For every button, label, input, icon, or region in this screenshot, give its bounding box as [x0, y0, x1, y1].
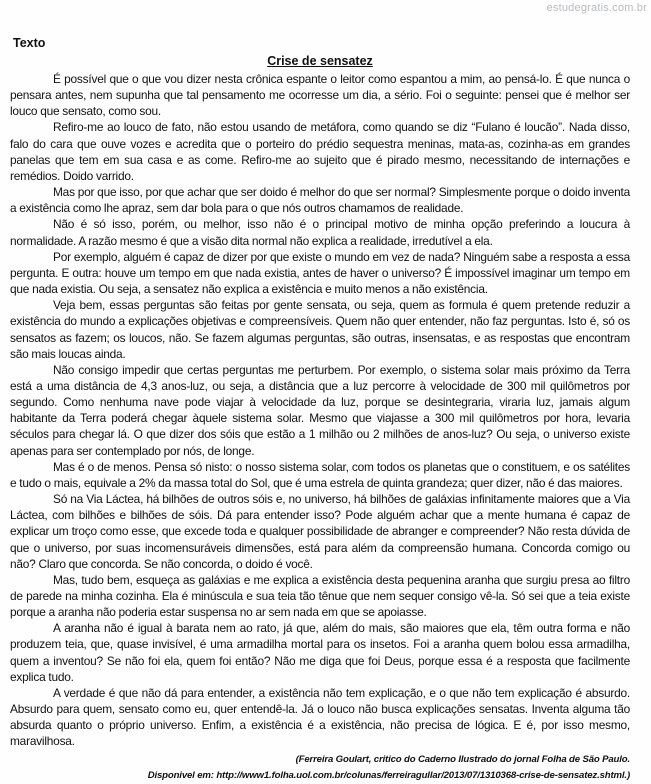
paragraph: Mas por que isso, por que achar que ser doido é melhor do que ser normal? Simplesmente porque o doido inventa a existência como lhe apraz, sem dar bola para o que nós outros chamamos de realidade. — [10, 185, 630, 216]
document-title: Crise de sensatez — [267, 54, 373, 68]
citation-author: (Ferreira Goulart, critico do Caderno Ilustrado do jornal Folha de São Paulo. — [295, 753, 630, 765]
paragraph: Mas, tudo bem, esqueça as galáxias e me explica a existência desta pequenina aranha que surgiu presa ao filtro de parede na minha cozinha. Ela é minúscula e sua teia tão tênue que nem sequer consigo vê-la. Só sei que a teia existe porque a aranha não poderia estar suspensa no ar sem nada em que se apoiasse. — [10, 572, 630, 620]
paragraph: É possível que o que vou dizer nesta crônica espante o leitor como espantou a mim, ao pensá-lo. É que nunca o pensara antes, nem supunha que tal pensamento me ocorresse um dia, a sério. Foi o seguinte: pensei que é melhor ser louco que sensato, como sou. — [10, 72, 630, 119]
watermark: estudegratis.com.br — [546, 2, 647, 14]
section-label: Texto — [13, 36, 46, 50]
paragraph: Não é só isso, porém, ou melhor, isso não é o principal motivo de minha opção preferindo a loucura à normalidade. A razão mesmo é que a visão dita normal não explica a realidade, irredutível a ela. — [10, 217, 630, 248]
paragraph: Só na Via Láctea, há bilhões de outros sóis e, no universo, há bilhões de galáxias infinitamente maiores que a Via Láctea, com bilhões e bilhões de sóis. Dá para entender isso? Pode alguém achar que a mente humana é capaz de explicar um troço como esse, que excede toda e qualquer possibilidade de abranger e compreender? Não resta dúvida de que o universo, por suas incomensuráveis dimensões, está para além da compreensão humana. Concorda comigo ou não? Claro que concorda. Se não concorda, o doido é você. — [10, 492, 630, 571]
document — [10, 35, 630, 784]
paragraph: A aranha não é igual à barata nem ao rato, já que, além do mais, são maiores que ela, têm outra forma e não produzem teia, que, quase invisível, é uma armadilha mortal para os insetos. Foi a aranha quem bolou essa armadilha, quem a inventou? Se não foi ela, quem foi então? Não me diga que foi Deus, porque essa é a resposta que facilmente explica tudo. — [10, 621, 630, 684]
paragraph: Refiro-me ao louco de fato, não estou usando de metáfora, como quando se diz “Fulano é loucão”. Nada disso, falo do cara que ouve vozes e acredita que o porteiro do prédio sequestra meninas, mata-as, cozinha-as em grandes panelas que tem em sua casa e as come. Refiro-me ao sujeito que é pirado mesmo, necessitando de internações e remédios. Doido varrido. — [10, 120, 630, 183]
paragraph: Veja bem, essas perguntas são feitas por gente sensata, ou seja, quem as formula é quem pretende reduzir a existência do mundo a explicações objetivas e compreensíveis. Quem não quer entender, não faz perguntas. Isto é, só os sensatos as fazem; os loucos, não. Se fazem algumas perguntas, são outras, insensatas, e as respostas que encontram são mais loucas ainda. — [10, 298, 630, 361]
paragraph: Por exemplo, alguém é capaz de dizer por que existe o mundo em vez de nada? Ninguém sabe a resposta a essa pergunta. E outra: houve um tempo em que nada existia, antes de haver o universo? É impossível imaginar um tempo em que nada existia. Ou seja, a sensatez não explica a existência e muito menos a não existência. — [10, 249, 630, 297]
citation-source: Disponivel em: http://www1.folha.uol.com.br/colunas/ferreiragullar/2013/07/1310368-crise-de-sensatez.shtml.) — [147, 769, 630, 781]
paragraph: A verdade é que não dá para entender, a existência não tem explicação, e o que não tem explicação é absurdo. Absurdo para quem, sensato como eu, quer entendê-la. Já o louco não busca explicações sensatas. Inventa alguma tão absurda quanto o próprio universo. Enfim, a existência é a existência, não precisa de lógica. E é, por isso mesmo, maravilhosa. — [10, 685, 630, 749]
citation — [10, 752, 630, 784]
paragraph: Não consigo impedir que certas perguntas me perturbem. Por exemplo, o sistema solar mais próximo da Terra está a uma distância de 4,3 anos-luz, ou seja, a distância que a luz percorre à velocidade de 300 mil quilômetros por segundo. Como nenhuma nave pode viajar à velocidade da luz, porque se desintegraria, viraria luz, jamais algum habitante da Terra poderá chegar àquele sistema solar. Mesmo que viajasse a 300 mil quilômetros por hora, levaria séculos para chegar lá. O que dizer dos sóis que estão a 1 milhão ou 2 milhões de anos-luz? Ou seja, o universo existe apenas para ser contemplado por nós, de longe. — [10, 362, 630, 458]
paragraph: Mas é o de menos. Pensa só nisto: o nosso sistema solar, com todos os planetas que o constituem, e os satélites e tudo o mais, equivale a 2% da massa total do Sol, que é uma estrela de quinta grandeza; quer dizer, não é das maiores. — [10, 459, 630, 490]
